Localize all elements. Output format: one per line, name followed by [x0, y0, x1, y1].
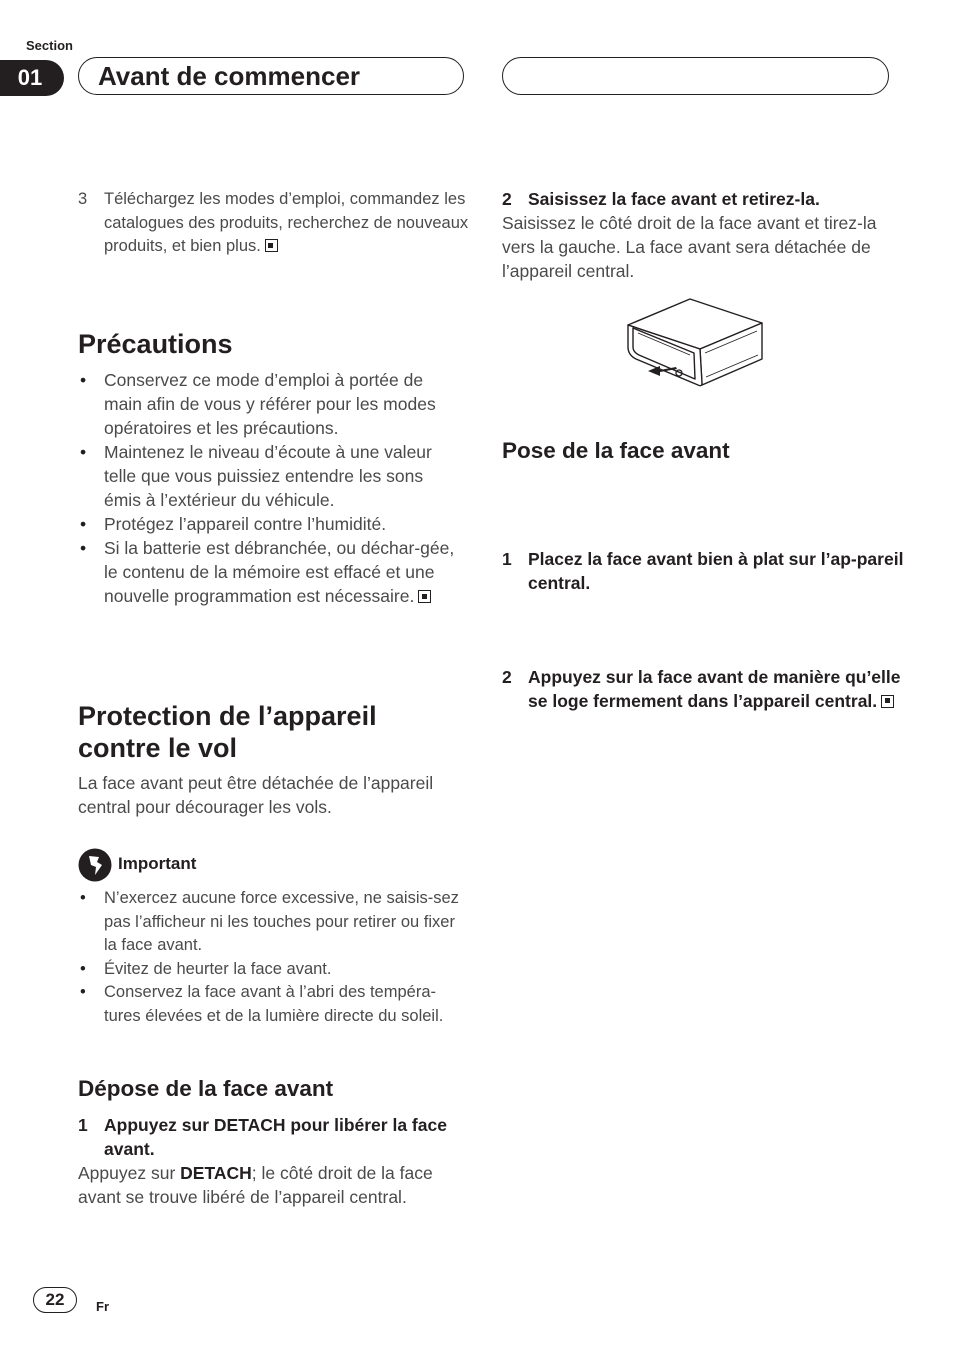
step-text: Placez la face avant bien à plat sur l’ap-pareil central.	[528, 548, 904, 593]
list-item	[78, 440, 464, 512]
important-label: Important	[118, 854, 197, 873]
protection-intro: La face avant peut être détachée de l’appareil central pour décourager les vols.	[78, 773, 434, 817]
item-text: Téléchargez les modes d’emploi, commandez les catalogues des produits, recherchez de nouveaux produits, et bien plus.	[104, 190, 469, 255]
step-text: Saisissez la face avant et retirez-la.	[528, 189, 820, 209]
page-number: 22	[33, 1287, 77, 1313]
pose-step-2	[502, 665, 914, 713]
step-number: 2	[502, 189, 512, 209]
section-number-badge: 01	[0, 60, 64, 96]
item-number: 3	[78, 190, 88, 208]
precautions-heading: Précautions	[78, 329, 233, 359]
list-item-text: Conservez ce mode d’emploi à portée de main afin de vous y référer pour les modes opératoires et les précautions.	[104, 370, 436, 438]
protection-heading-line: Protection de l’appareil	[78, 701, 377, 731]
important-icon	[78, 848, 112, 882]
end-mark-icon	[881, 695, 894, 708]
language-code: Fr	[96, 1299, 109, 1314]
list-item-text: Conservez la face avant à l’abri des tempéra-tures élevées et de la lumière directe du soleil.	[104, 983, 444, 1025]
list-item-text: Maintenez le niveau d’écoute à une valeur telle que vous puissiez entendre les sons émis à l’extérieur du véhicule.	[104, 442, 432, 510]
list-item	[78, 887, 464, 958]
step-body	[78, 1161, 464, 1209]
step-body-pre: Appuyez sur	[78, 1163, 181, 1183]
list-item	[78, 536, 464, 608]
protection-heading	[78, 700, 464, 764]
list-item	[78, 981, 464, 1028]
depose-step-1	[78, 1113, 464, 1209]
list-item-text: N’exercez aucune force excessive, ne saisis-sez pas l’afficheur ni les touches pour retirer ou fixer la face avant.	[104, 889, 459, 954]
step-number: 1	[78, 1115, 88, 1135]
list-item-text: Si la batterie est débranchée, ou déchar-gée, le contenu de la mémoire est effacé et une nouvelle programmation est nécessaire.	[104, 538, 455, 606]
end-mark-icon	[418, 590, 431, 603]
list-item-3	[78, 188, 490, 259]
step-body: Saisissez le côté droit de la face avant et tirez-la vers la gauche. La face avant sera détachée de l’appareil central.	[502, 213, 877, 281]
step-text: Appuyez sur DETACH pour libérer la face avant.	[104, 1115, 447, 1159]
protection-heading-line: contre le vol	[78, 733, 238, 763]
precautions-list	[78, 368, 464, 608]
head-unit-illustration	[620, 295, 770, 387]
step-text: Appuyez sur la face avant de manière qu’elle se loge fermement dans l’appareil central.	[528, 666, 901, 711]
section-label: Section	[26, 38, 73, 53]
end-mark-icon	[265, 239, 278, 252]
list-item	[78, 958, 464, 982]
step-body-post: ; le côté droit de la face avant se trouve libéré de l’appareil central.	[78, 1163, 433, 1207]
list-item	[78, 368, 464, 440]
step-number: 1	[502, 548, 512, 569]
depose-heading: Dépose de la face avant	[78, 1076, 334, 1101]
step-title	[78, 1113, 464, 1161]
page-title: Avant de commencer	[98, 61, 361, 91]
list-item	[78, 512, 464, 536]
remove-step-2	[502, 187, 888, 283]
pose-step-1	[502, 547, 914, 595]
step-title	[502, 187, 888, 211]
list-item-text: Protégez l’appareil contre l’humidité.	[104, 514, 387, 534]
step-number: 2	[502, 666, 512, 687]
list-item-text: Évitez de heurter la face avant.	[104, 959, 332, 978]
important-list	[78, 887, 464, 1028]
pose-heading: Pose de la face avant	[502, 438, 730, 463]
header-empty-frame	[502, 57, 889, 95]
detach-keyword: DETACH	[180, 1163, 252, 1183]
